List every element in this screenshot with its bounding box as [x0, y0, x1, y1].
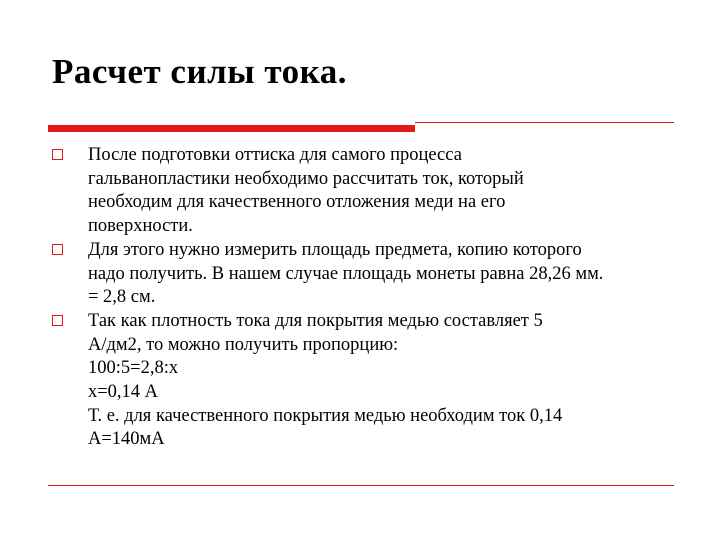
bullet-text-line: необходим для качественного отложения меди на его [88, 192, 506, 213]
bullet-text-line: А/дм2, то можно получить пропорцию: [88, 334, 399, 355]
bullet-text-line: поверхности. [88, 216, 193, 237]
bullet-item [52, 144, 692, 239]
bullet-item [52, 310, 692, 452]
slide-title: Расчет силы тока. [52, 52, 347, 91]
bullet-text-line: = 2,8 см. [88, 287, 156, 308]
bullet-text-line: А=140мА [88, 429, 165, 450]
bullet-text-line: После подготовки оттиска для самого процесса [88, 145, 462, 165]
title-underline-thin [415, 122, 674, 123]
hollow-square-bullet-icon [52, 315, 63, 326]
bullet-list [52, 144, 692, 452]
bullet-text-line: Т. е. для качественного покрытия медью необходим ток 0,14 [88, 405, 563, 426]
bullet-item [52, 239, 692, 310]
bullet-text-line: надо получить. В нашем случае площадь монеты равна 28,26 мм. [88, 263, 604, 284]
hollow-square-bullet-icon [52, 244, 63, 255]
bullet-text-line: Для этого нужно измерить площадь предмета, копию которого [88, 239, 582, 260]
bullet-text-line: 100:5=2,8:x [88, 358, 179, 379]
hollow-square-bullet-icon [52, 149, 63, 160]
footer-rule [48, 485, 674, 486]
bullet-text-line: Так как плотность тока для покрытия медью составляет 5 [88, 310, 543, 331]
bullet-text-line: гальванопластики необходимо рассчитать ток, который [88, 168, 524, 189]
title-underline-thick [48, 125, 415, 132]
bullet-text-line: x=0,14 А [88, 382, 159, 403]
